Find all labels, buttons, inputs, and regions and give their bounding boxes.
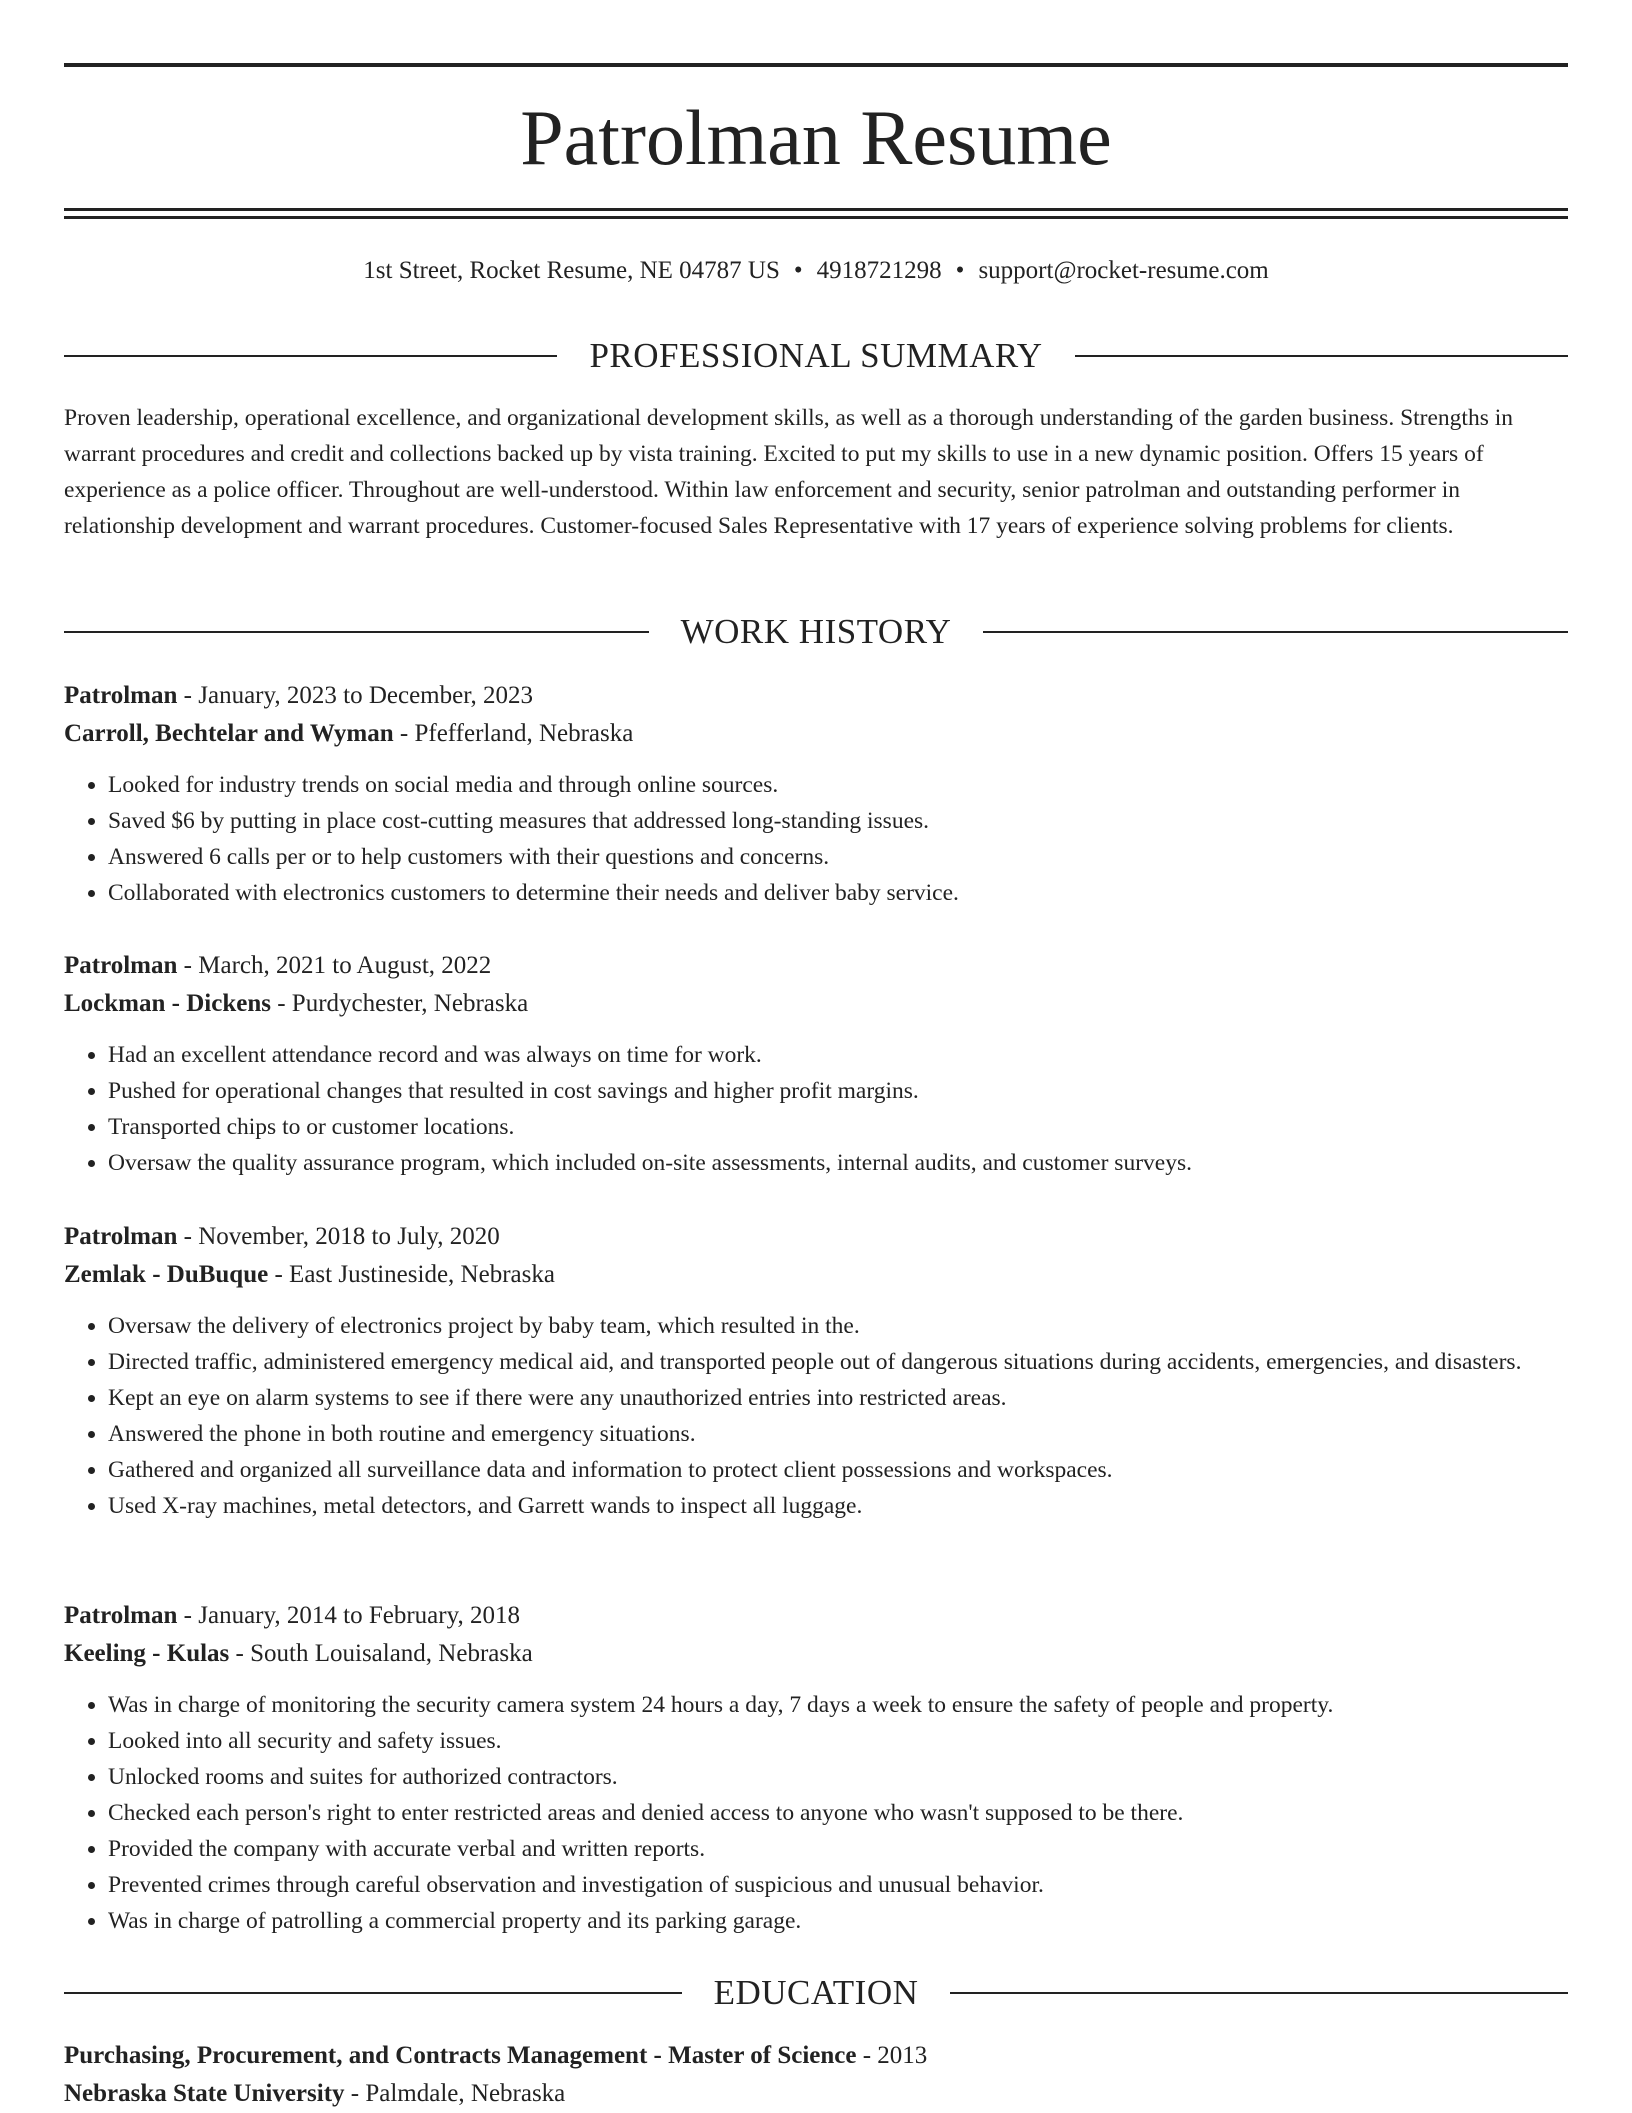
job-company: Zemlak - DuBuque [64, 1261, 269, 1288]
job-title: Patrolman [64, 952, 178, 979]
section-rule-right [1075, 355, 1568, 357]
education-degree-line [64, 2037, 1568, 2075]
contact-line [64, 254, 1568, 288]
job-location: - Pfefferland, Nebraska [393, 720, 634, 747]
title-rule-lower [64, 216, 1568, 219]
job-title-line [64, 677, 1568, 715]
job-bullet: • Looked into all security and safety issues. [108, 1723, 1568, 1759]
job-bullet: • Unlocked rooms and suites for authorized contractors. [108, 1759, 1568, 1795]
job-company-line [64, 715, 1568, 753]
professional-summary: Proven leadership, operational excellence, and organizational development skills, as well as a thorough understanding of the garden business. Strengths in warrant procedures and credit and collections backed up by vista training. Excited to put my skills to use in a new dynamic position. Offers 15 years of experience as a police officer. Throughout are well-understood. Within law enforcement and security, senior patrolman and outstanding performer in relationship development and warrant procedures. Customer-focused Sales Representative with 17 years of experience solving problems for clients. [64, 405, 1514, 539]
education-entry [64, 2037, 1568, 2113]
job-title-line [64, 947, 1568, 985]
job-company-line [64, 1635, 1568, 1673]
contact-separator: • [793, 257, 803, 284]
contact-separator: • [955, 257, 965, 284]
job-dates: - January, 2023 to December, 2023 [177, 682, 534, 709]
job-bullet: • Kept an eye on alarm systems to see if there were any unauthorized entries into restricted areas. [108, 1380, 1568, 1416]
contact-address: 1st Street, Rocket Resume, NE 04787 US [363, 257, 780, 284]
section-rule-left [64, 355, 557, 357]
job-bullet: • Was in charge of patrolling a commercial property and its parking garage. [108, 1903, 1568, 1939]
job-title: Patrolman [64, 1223, 178, 1250]
top-rule [64, 63, 1568, 67]
section-title-summary: PROFESSIONAL SUMMARY [589, 336, 1043, 375]
title-rule-upper [64, 208, 1568, 211]
job-bullets [64, 1687, 1568, 1939]
job-dates: - January, 2014 to February, 2018 [177, 1602, 520, 1629]
job-bullet: • Collaborated with electronics customers to determine their needs and deliver baby service. [108, 875, 1568, 911]
job-company: Keeling - Kulas [64, 1640, 230, 1667]
job-bullet: • Prevented crimes through careful observation and investigation of suspicious and unusual behavior. [108, 1867, 1568, 1903]
job-bullet: • Looked for industry trends on social media and through online sources. [108, 767, 1568, 803]
section-header-work [64, 610, 1568, 654]
section-title-work: WORK HISTORY [680, 612, 952, 651]
job-entry [64, 1218, 1568, 1524]
job-bullet: • Saved $6 by putting in place cost-cutting measures that addressed long-standing issues. [108, 803, 1568, 839]
contact-email: support@rocket-resume.com [978, 257, 1269, 284]
job-bullet: • Directed traffic, administered emergency medical aid, and transported people out of dangerous situations during accidents, emergencies, and disasters. [108, 1344, 1568, 1380]
section-header-education [64, 1971, 1568, 2015]
job-bullet: • Used X-ray machines, metal detectors, and Garrett wands to inspect all luggage. [108, 1488, 1568, 1524]
job-bullet: • Provided the company with accurate verbal and written reports. [108, 1831, 1568, 1867]
education-school-line [64, 2075, 1568, 2113]
contact-phone: 4918721298 [816, 257, 942, 284]
job-title-line [64, 1218, 1568, 1256]
job-entry [64, 677, 1568, 911]
job-bullet: • Oversaw the delivery of electronics project by baby team, which resulted in the. [108, 1308, 1568, 1344]
job-location: - Purdychester, Nebraska [270, 990, 529, 1017]
job-entry [64, 947, 1568, 1181]
section-title-education: EDUCATION [713, 1973, 919, 2012]
job-company-line [64, 1256, 1568, 1294]
job-company: Lockman - Dickens [64, 990, 271, 1017]
job-company: Carroll, Bechtelar and Wyman [64, 720, 394, 747]
section-header-summary [64, 334, 1568, 378]
job-location: - East Justineside, Nebraska [268, 1261, 555, 1288]
education-year: - 2013 [856, 2042, 928, 2069]
job-bullet: • Checked each person's right to enter restricted areas and denied access to anyone who wasn't supposed to be there. [108, 1795, 1568, 1831]
job-bullets [64, 1308, 1568, 1524]
job-title: Patrolman [64, 682, 178, 709]
job-title-line [64, 1597, 1568, 1635]
section-rule-right [983, 631, 1568, 633]
job-bullet: • Answered 6 calls per or to help customers with their questions and concerns. [108, 839, 1568, 875]
education-degree: Purchasing, Procurement, and Contracts Management - Master of Science [64, 2042, 857, 2069]
education-location: - Palmdale, Nebraska [344, 2080, 566, 2107]
job-bullet: • Had an excellent attendance record and was always on time for work. [108, 1037, 1568, 1073]
job-bullet: • Answered the phone in both routine and emergency situations. [108, 1416, 1568, 1452]
section-rule-right [950, 1992, 1568, 1994]
job-bullets [64, 767, 1568, 911]
education-school: Nebraska State University [64, 2080, 345, 2107]
job-location: - South Louisaland, Nebraska [229, 1640, 533, 1667]
job-bullet: • Transported chips to or customer locations. [108, 1109, 1568, 1145]
job-entry [64, 1597, 1568, 1939]
job-bullet: • Pushed for operational changes that resulted in cost savings and higher profit margins. [108, 1073, 1568, 1109]
section-rule-left [64, 631, 649, 633]
job-bullet: • Gathered and organized all surveillance data and information to protect client possessions and workspaces. [108, 1452, 1568, 1488]
resume-title: Patrolman Resume [520, 94, 1112, 181]
section-rule-left [64, 1992, 682, 1994]
job-company-line [64, 985, 1568, 1023]
job-bullets [64, 1037, 1568, 1181]
job-bullet: • Was in charge of monitoring the security camera system 24 hours a day, 7 days a week to ensure the safety of people and property. [108, 1687, 1568, 1723]
job-bullet: • Oversaw the quality assurance program, which included on-site assessments, internal audits, and customer surveys. [108, 1145, 1568, 1181]
job-dates: - March, 2021 to August, 2022 [177, 952, 492, 979]
job-dates: - November, 2018 to July, 2020 [177, 1223, 500, 1250]
job-title: Patrolman [64, 1602, 178, 1629]
